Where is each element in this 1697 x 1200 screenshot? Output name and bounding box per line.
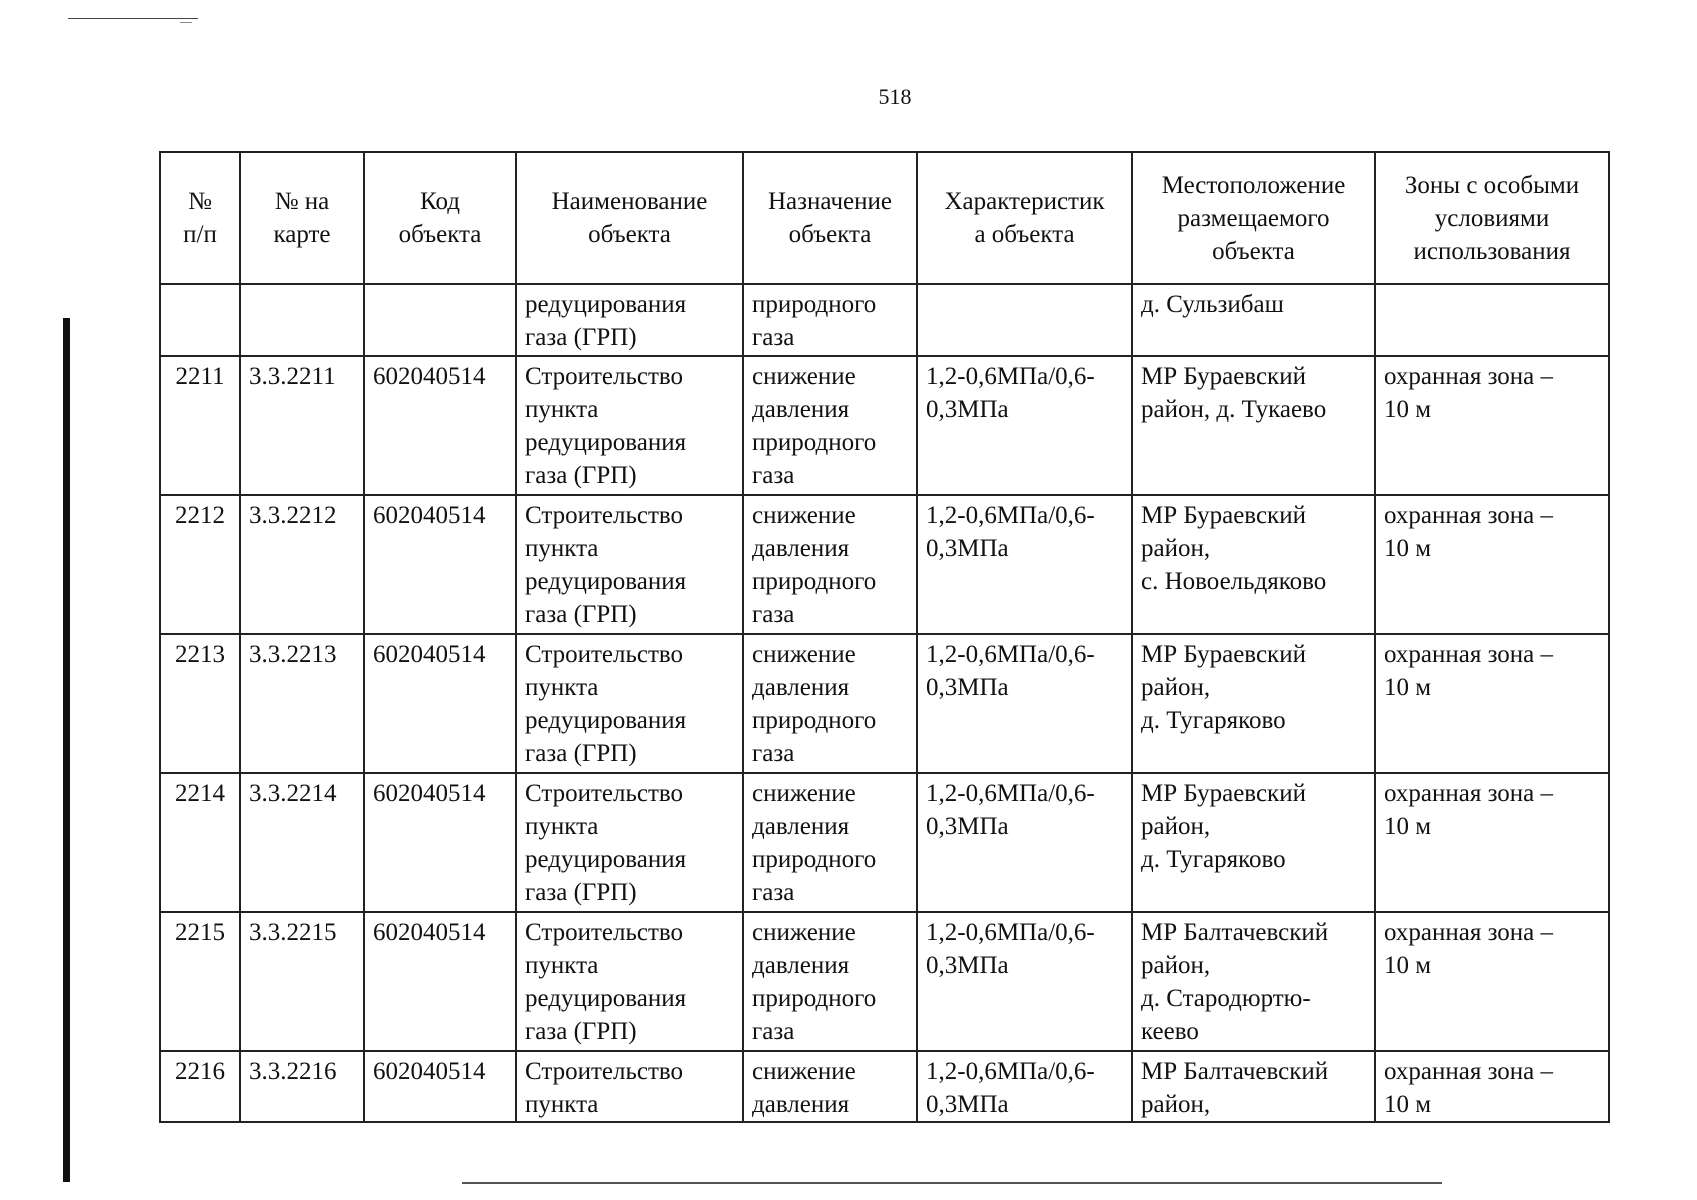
cell-line: район, — [1141, 535, 1211, 562]
cell-line: снижение — [752, 780, 856, 807]
cell-line: МР Бураевский — [1141, 780, 1306, 807]
object-characteristics-cell — [917, 912, 1132, 1051]
cell-line: природного — [752, 985, 877, 1012]
cell-line: газа — [752, 1018, 795, 1045]
scan-binding-edge — [63, 318, 70, 1182]
cell-line: газа (ГРП) — [525, 601, 637, 628]
cell-line: давления — [752, 396, 850, 423]
object-code-cell: 602040514 — [364, 495, 516, 634]
top-rule-short — [180, 22, 192, 23]
object-purpose-cell — [743, 912, 917, 1051]
object-location-cell — [1132, 773, 1375, 912]
cell-line: пункта — [525, 952, 599, 979]
special-zones-cell — [1375, 284, 1609, 356]
cell-line: редуцирования — [525, 291, 687, 318]
cell-line: давления — [752, 813, 850, 840]
cell-line: МР Бураевский — [1141, 502, 1306, 529]
column-header-line: Код — [420, 188, 460, 215]
column-header-line: Характеристик — [944, 188, 1105, 215]
object-purpose-cell — [743, 284, 917, 356]
column-header-line: № — [188, 188, 212, 215]
cell-line: 10 м — [1384, 1091, 1432, 1118]
column-header-line: Наименование — [551, 188, 708, 215]
cell-line: д. Стародюртю- — [1141, 985, 1311, 1012]
column-header — [160, 152, 240, 284]
object-location-cell — [1132, 1051, 1375, 1122]
column-header-line: использования — [1413, 237, 1571, 265]
object-purpose-cell — [743, 356, 917, 495]
cell-line: 1,2-0,6МПа/0,6- — [926, 1058, 1095, 1085]
cell-line: снижение — [752, 363, 856, 390]
table-header-row — [160, 152, 1609, 284]
cell-line: природного — [752, 568, 877, 595]
cell-line: охранная зона – — [1384, 780, 1554, 807]
object-purpose-cell — [743, 495, 917, 634]
row-number-cell: 2213 — [160, 634, 240, 773]
object-characteristics-cell — [917, 356, 1132, 495]
cell-line: пункта — [525, 674, 599, 701]
row-number-cell: 2212 — [160, 495, 240, 634]
cell-line: пункта — [525, 535, 599, 562]
cell-line: газа (ГРП) — [525, 879, 637, 906]
cell-line: охранная зона – — [1384, 641, 1554, 668]
column-header — [240, 152, 364, 284]
cell-line: 1,2-0,6МПа/0,6- — [926, 780, 1095, 807]
table-row — [160, 773, 1609, 912]
cell-line: редуцирования — [525, 707, 687, 734]
row-number-cell: 2214 — [160, 773, 240, 912]
map-number-cell: 3.3.2212 — [240, 495, 364, 634]
object-location-cell — [1132, 495, 1375, 634]
column-header-line: размещаемого — [1177, 204, 1330, 232]
column-header — [917, 152, 1132, 284]
map-number-cell: 3.3.2214 — [240, 773, 364, 912]
object-purpose-cell — [743, 773, 917, 912]
cell-line: 0,3МПа — [926, 1091, 1009, 1118]
cell-line: редуцирования — [525, 568, 687, 595]
cell-line: район, — [1141, 952, 1211, 979]
cell-line: газа — [752, 324, 795, 351]
column-header-line: объекта — [588, 221, 671, 248]
cell-line: газа (ГРП) — [525, 462, 637, 489]
cell-line: снижение — [752, 502, 856, 529]
cell-line: природного — [752, 429, 877, 456]
object-code-cell — [364, 284, 516, 356]
column-header-line: п/п — [183, 221, 217, 248]
column-header — [1375, 152, 1609, 284]
object-location-cell — [1132, 634, 1375, 773]
cell-line: 0,3МПа — [926, 952, 1009, 979]
cell-line: газа (ГРП) — [525, 1018, 637, 1045]
cell-line: газа — [752, 879, 795, 906]
column-header-line: карте — [273, 221, 331, 248]
table-body — [160, 284, 1609, 1122]
cell-line: охранная зона – — [1384, 919, 1554, 946]
cell-line: пункта — [525, 813, 599, 840]
cell-line: природного — [752, 291, 877, 318]
object-name-cell — [516, 634, 743, 773]
cell-line: природного — [752, 846, 877, 873]
cell-line: давления — [752, 1091, 850, 1118]
cell-line: Строительство — [525, 502, 684, 529]
column-header-line: Назначение — [767, 188, 893, 215]
object-purpose-cell — [743, 634, 917, 773]
cell-line: газа — [752, 601, 795, 628]
cell-line: Строительство — [525, 919, 684, 946]
objects-table — [159, 151, 1610, 1123]
top-rule — [68, 18, 198, 19]
map-number-cell: 3.3.2216 — [240, 1051, 364, 1122]
cell-line: МР Балтачевский — [1141, 919, 1329, 946]
column-header-line: Зоны с особыми — [1404, 171, 1580, 199]
cell-line: Строительство — [525, 1058, 684, 1085]
cell-line: давления — [752, 952, 850, 979]
cell-line: район, — [1141, 674, 1211, 701]
bottom-rule — [462, 1182, 1442, 1184]
cell-line: 0,3МПа — [926, 674, 1009, 701]
object-code-cell: 602040514 — [364, 912, 516, 1051]
column-header-line: а объекта — [974, 221, 1075, 248]
special-zones-cell — [1375, 495, 1609, 634]
map-number-cell: 3.3.2215 — [240, 912, 364, 1051]
row-number-cell: 2215 — [160, 912, 240, 1051]
cell-line: пункта — [525, 1091, 599, 1118]
special-zones-cell — [1375, 1051, 1609, 1122]
cell-line: 0,3МПа — [926, 813, 1009, 840]
cell-line: 1,2-0,6МПа/0,6- — [926, 919, 1095, 946]
object-code-cell: 602040514 — [364, 773, 516, 912]
table-row — [160, 1051, 1609, 1122]
cell-line: снижение — [752, 641, 856, 668]
column-header-line: Местоположение — [1161, 171, 1346, 199]
cell-line: Строительство — [525, 363, 684, 390]
cell-line: район, — [1141, 813, 1211, 840]
cell-line: 1,2-0,6МПа/0,6- — [926, 363, 1095, 390]
object-characteristics-cell — [917, 773, 1132, 912]
cell-line: газа (ГРП) — [525, 740, 637, 767]
cell-line: 10 м — [1384, 535, 1432, 562]
cell-line: 0,3МПа — [926, 396, 1009, 423]
cell-line: Строительство — [525, 641, 684, 668]
special-zones-cell — [1375, 773, 1609, 912]
column-header — [1132, 152, 1375, 284]
object-purpose-cell — [743, 1051, 917, 1122]
object-characteristics-cell — [917, 284, 1132, 356]
cell-line: Строительство — [525, 780, 684, 807]
object-name-cell — [516, 284, 743, 356]
cell-line: д. Сульзибаш — [1141, 291, 1284, 318]
cell-line: район, д. Тукаево — [1141, 396, 1327, 423]
cell-line: давления — [752, 674, 850, 701]
cell-line: д. Тугаряково — [1141, 707, 1286, 734]
cell-line: природного — [752, 707, 877, 734]
object-name-cell — [516, 356, 743, 495]
object-name-cell — [516, 912, 743, 1051]
map-number-cell: 3.3.2213 — [240, 634, 364, 773]
column-header-line: объекта — [788, 221, 872, 248]
cell-line: МР Бураевский — [1141, 363, 1306, 390]
column-header — [743, 152, 917, 284]
cell-line: МР Бураевский — [1141, 641, 1306, 668]
table-row — [160, 495, 1609, 634]
column-header — [364, 152, 516, 284]
cell-line: МР Балтачевский — [1141, 1058, 1329, 1085]
special-zones-cell — [1375, 356, 1609, 495]
column-header-line: условиями — [1434, 204, 1550, 232]
table-row — [160, 284, 1609, 356]
cell-line: кеево — [1141, 1018, 1199, 1045]
table-row — [160, 356, 1609, 495]
cell-line: газа — [752, 740, 795, 767]
cell-line: редуцирования — [525, 985, 687, 1012]
cell-line: д. Тугаряково — [1141, 846, 1286, 873]
object-location-cell — [1132, 912, 1375, 1051]
object-name-cell — [516, 495, 743, 634]
cell-line: 10 м — [1384, 952, 1432, 979]
object-name-cell — [516, 1051, 743, 1122]
map-number-cell: 3.3.2211 — [240, 356, 364, 495]
cell-line: газа (ГРП) — [525, 324, 637, 351]
cell-line: с. Новоельдяково — [1141, 568, 1327, 595]
cell-line: редуцирования — [525, 429, 687, 456]
object-location-cell — [1132, 356, 1375, 495]
object-code-cell: 602040514 — [364, 356, 516, 495]
object-name-cell — [516, 773, 743, 912]
row-number-cell — [160, 284, 240, 356]
cell-line: охранная зона – — [1384, 1058, 1554, 1085]
cell-line: 10 м — [1384, 396, 1432, 423]
cell-line: район, — [1141, 1091, 1211, 1118]
row-number-cell: 2216 — [160, 1051, 240, 1122]
object-characteristics-cell — [917, 495, 1132, 634]
cell-line: 10 м — [1384, 813, 1432, 840]
cell-line: охранная зона – — [1384, 363, 1554, 390]
cell-line: давления — [752, 535, 850, 562]
column-header-line: объекта — [398, 221, 482, 248]
column-header-line: объекта — [1212, 237, 1295, 265]
special-zones-cell — [1375, 912, 1609, 1051]
cell-line: снижение — [752, 919, 856, 946]
object-code-cell: 602040514 — [364, 634, 516, 773]
cell-line: охранная зона – — [1384, 502, 1554, 529]
object-characteristics-cell — [917, 634, 1132, 773]
cell-line: 1,2-0,6МПа/0,6- — [926, 502, 1095, 529]
cell-line: 1,2-0,6МПа/0,6- — [926, 641, 1095, 668]
cell-line: пункта — [525, 396, 599, 423]
object-code-cell: 602040514 — [364, 1051, 516, 1122]
column-header-line: № на — [274, 188, 330, 215]
row-number-cell: 2211 — [160, 356, 240, 495]
cell-line: 0,3МПа — [926, 535, 1009, 562]
object-location-cell — [1132, 284, 1375, 356]
cell-line: снижение — [752, 1058, 856, 1085]
object-characteristics-cell — [917, 1051, 1132, 1122]
cell-line: редуцирования — [525, 846, 687, 873]
table-row — [160, 634, 1609, 773]
cell-line: газа — [752, 462, 795, 489]
table-row — [160, 912, 1609, 1051]
cell-line: 10 м — [1384, 674, 1432, 701]
column-header — [516, 152, 743, 284]
map-number-cell — [240, 284, 364, 356]
special-zones-cell — [1375, 634, 1609, 773]
page-number: 518 — [878, 84, 912, 109]
